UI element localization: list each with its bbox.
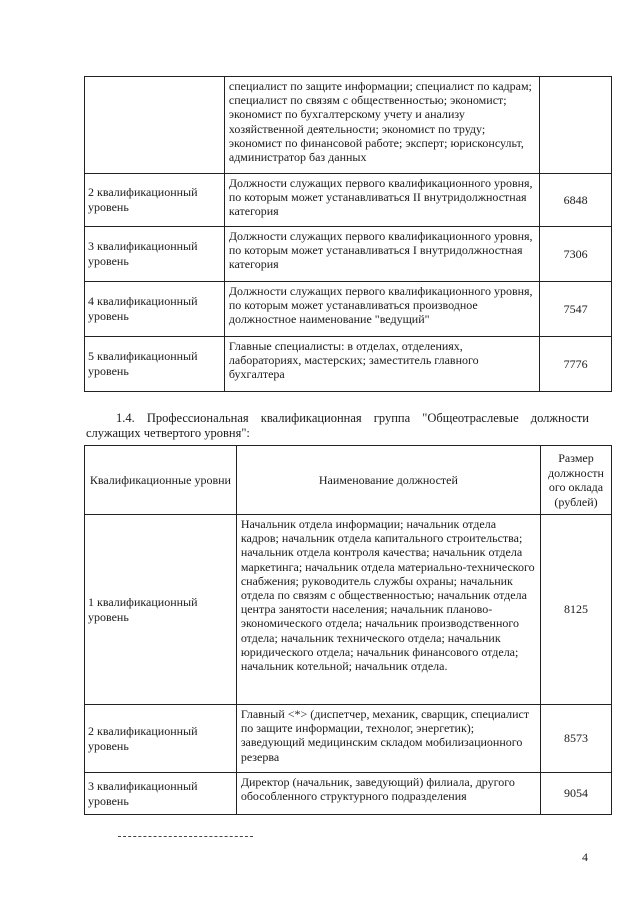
table-row [85, 773, 612, 815]
level-cell: 3 квалификационный уровень [85, 227, 225, 282]
salary-cell: 7776 [540, 337, 612, 392]
positions-cell: Должности служащих первого квалификационного уровня, по которым может устанавливаться I внутридолжностная категория [224, 227, 539, 282]
table-row [85, 77, 612, 174]
salary-cell [540, 77, 612, 174]
level-cell: 1 квалификационный уровень [85, 515, 237, 705]
positions-cell: Начальник отдела информации; начальник отдела кадров; начальник отдела капитального строительства; начальник отдела контроля качества; начальник отдела маркетинга; начальник отдела материально-технического снабжения; руководитель службы охраны; начальник отдела по связям с общественностью; начальник отдела центра занятости населения; начальник планово-экономического отдела; начальник производственного отдела; начальник технического отдела; начальник юридического отдела; начальник финансового отдела; начальник котельной; начальник отдела. [236, 515, 540, 705]
salary-cell: 8125 [541, 515, 612, 705]
salary-cell: 8573 [541, 705, 612, 773]
level-cell: 2 квалификационный уровень [85, 705, 237, 773]
level-cell: 5 квалификационный уровень [85, 337, 225, 392]
header-positions: Наименование должностей [236, 446, 540, 515]
level-cell: 3 квалификационный уровень [85, 773, 237, 815]
salary-cell: 7306 [540, 227, 612, 282]
table-row [85, 174, 612, 227]
table-row [85, 282, 612, 337]
level-cell [85, 77, 225, 174]
table-row [85, 227, 612, 282]
header-levels: Квалификационные уровни [85, 446, 237, 515]
positions-cell: Директор (начальник, заведующий) филиала, другого обособленного структурного подразделения [236, 773, 540, 815]
table-row [85, 705, 612, 773]
salary-cell: 9054 [541, 773, 612, 815]
table-row [85, 337, 612, 392]
positions-cell: Должности служащих первого квалификационного уровня, по которым может устанавливаться производное должностное наименование "ведущий" [224, 282, 539, 337]
positions-cell: Должности служащих первого квалификационного уровня, по которым может устанавливаться II внутридолжностная категория [224, 174, 539, 227]
salary-cell: 7547 [540, 282, 612, 337]
level-cell: 2 квалификационный уровень [85, 174, 225, 227]
table-row [85, 515, 612, 705]
salary-cell: 6848 [540, 174, 612, 227]
section-heading: 1.4. Профессиональная квалификационная группа "Общеотраслевые должности служащих четвертого уровня": [86, 411, 589, 440]
qualification-table-level-4 [84, 445, 612, 815]
table-header-row [85, 446, 612, 515]
positions-cell: специалист по защите информации; специалист по кадрам; специалист по связям с общественностью; экономист; экономист по бухгалтерскому учету и анализу хозяйственной деятельности; экономист по труду; экономист по финансовой работе; эксперт; юрисконсульт, администратор баз данных [224, 77, 539, 174]
footnote-separator [118, 836, 253, 837]
positions-cell: Главные специалисты: в отделах, отделениях, лабораториях, мастерских; заместитель главного бухгалтера [224, 337, 539, 392]
level-cell: 4 квалификационный уровень [85, 282, 225, 337]
qualification-table-continued [84, 76, 612, 392]
positions-cell: Главный <*> (диспетчер, механик, сварщик, специалист по защите информации, технолог, энергетик); заведующий медицинским складом мобилизационного резерва [236, 705, 540, 773]
header-salary: Размер должностн ого оклада (рублей) [541, 446, 612, 515]
page-number: 4 [582, 850, 588, 864]
